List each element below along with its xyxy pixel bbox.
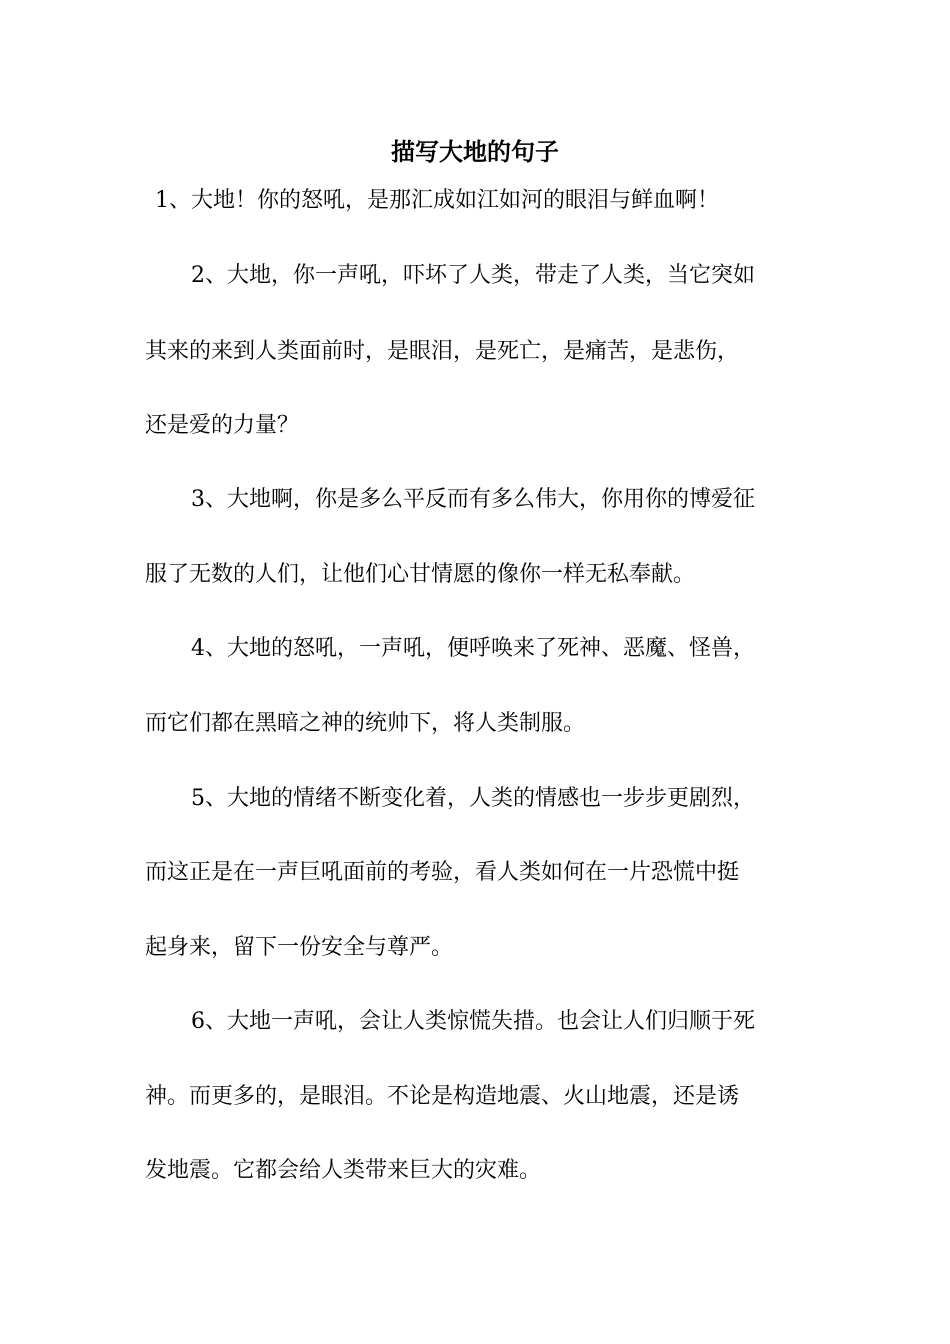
text-line: 发地震。它都会给人类带来巨大的灾难。 xyxy=(145,1158,542,1183)
text-line: 2、大地，你一声吼，吓坏了人类，带走了人类，当它突如 xyxy=(191,263,755,288)
text-line: 1、大地！你的怒吼，是那汇成如江如河的眼泪与鲜血啊！ xyxy=(155,188,719,213)
text-line: 还是爱的力量？ xyxy=(145,413,300,438)
text-line: 5、大地的情绪不断变化着，人类的情感也一步步更剧烈， xyxy=(191,786,755,811)
text-line: 而它们都在黑暗之神的统帅下，将人类制服。 xyxy=(145,711,586,736)
text-line: 神。而更多的，是眼泪。不论是构造地震、火山地震，还是诱 xyxy=(145,1084,740,1109)
text-line: 6、大地一声吼，会让人类惊慌失措。也会让人们归顺于死 xyxy=(191,1009,755,1034)
document-title: 描写大地的句子 xyxy=(391,138,559,166)
text-line: 其来的来到人类面前时，是眼泪，是死亡，是痛苦，是悲伤， xyxy=(145,339,740,364)
text-line: 3、大地啊，你是多么平反而有多么伟大，你用你的博爱征 xyxy=(191,487,755,512)
text-line: 4、大地的怒吼，一声吼，便呼唤来了死神、恶魔、怪兽， xyxy=(191,636,755,661)
text-line: 起身来，留下一份安全与尊严。 xyxy=(145,935,454,960)
text-line: 而这正是在一声巨吼面前的考验，看人类如何在一片恐慌中挺 xyxy=(145,860,740,885)
text-line: 服了无数的人们，让他们心甘情愿的像你一样无私奉献。 xyxy=(145,562,696,587)
